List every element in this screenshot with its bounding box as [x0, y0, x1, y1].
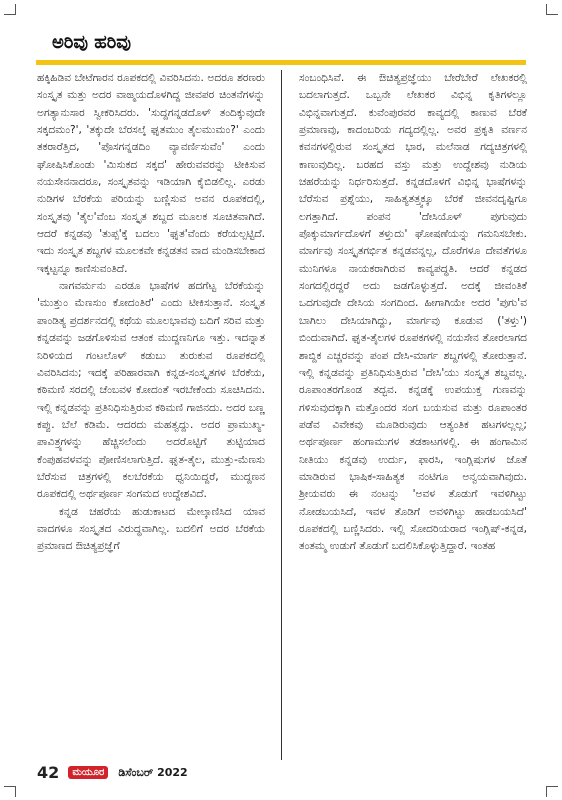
crop-mark-top-right-h — [546, 14, 558, 15]
magazine-logo: ಮಯೂರ — [68, 766, 108, 779]
paragraph: ಕನ್ನಡ ಚಹರೆಯ ಹುಡುಕಾಟದ ಮೇಲ್ಕಾಣಿಸಿದ ಯಾವ ವಾದಗಳೂ ಸಂಸ್ಕೃತದ ವಿರುದ್ಧವಾಗಿಲ್ಲ. ಬದಲಿಗೆ ಅದರ ಬೆರಕೆಯ ಪ್ರಮಾಣದ ಔಚಿತ್ಯಪ್ರಜ್ಞೆಗೆ — [37, 505, 265, 553]
page-footer — [37, 762, 188, 782]
crop-mark-top-right-v — [546, 4, 547, 14]
column-divider — [281, 70, 282, 760]
page-number: 42 — [37, 763, 60, 782]
crop-mark-top-left-h — [4, 14, 16, 15]
paragraph: ನಾಗವರ್ಮನು ಎರಡೂ ಭಾಷೆಗಳ ಹದಗೆಟ್ಟ ಬೆರಕೆಯನ್ನು 'ಮುತ್ತುಂ ಮೆಣಸುಂ ಕೋದಂತಿರೆ' ಎಂದು ಟೀಕಿಸುತ್ತಾನೆ. ಸಂಸ್ಕೃತ ಪಾಂಡಿತ್ಯ ಪ್ರದರ್ಶನದಲ್ಲಿ ಕಥೆಯ ಮೂಲಭಾವವು ಬದಿಗೆ ಸರಿವ ಮತ್ತು ಕನ್ನಡವನ್ನು ಜಡಗೊಳಿಸುವ ಆತಂಕ ಮುದ್ದಣನಿಗೂ ಇತ್ತು. ಇದನ್ನಾತ ನಿರಿಳಿಯದ ಗಂಟಲೊಳ್ ಕಡುಬು ತುರುಕುವ ರೂಪಕದಲ್ಲಿ ವಿವರಿಸಿದನು; ಇದಕ್ಕೆ ಪರಿಹಾರವಾಗಿ ಕನ್ನಡ-ಸಂಸ್ಕೃತಗಳ ಬೆರಕೆಯ, ಕಠಿಮಣಿ ಸರದಲ್ಲಿ ಚೆಂಬವಳ ಕೋದಂತೆ ಇರಬೇಕೆಂದು ಸೂಚಿಸಿದನು. ಇಲ್ಲಿ ಕನ್ನಡವನ್ನು ಪ್ರತಿನಿಧಿಸುತ್ತಿರುವ ಕಠಿಮಣಿ ಗಾಜಿನದು. ಅದರ ಬಣ್ಣ ಕಪ್ಪು. ಬೆಲೆ ಕಡಿಮೆ. ಆದರದು ಮಹತ್ವದ್ದು. ಅದರ ಪ್ರಾಮುಖ್ಯ-ಪಾವಿತ್ರ್ಯಗಳನ್ನು ಹೆಚ್ಚಿಸಲೆಂದು ಅದರೊಟ್ಟಿಗೆ ತುಟ್ಟಿಯಾದ ಕೆಂಪುಹವಳವನ್ನು ಪೋಣಿಸಲಾಗುತ್ತಿದೆ. ಘೃತ-ತೈಲ, ಮುತ್ತು-ಮೆಣಸು ಬೆರೆಸುವ ಚಿತ್ರಗಳಲ್ಲಿ ಕಲಬೆರಕೆಯ ಧ್ವನಿಯಿದ್ದರೆ, ಮುದ್ದಣನ ರೂಪಕದಲ್ಲಿ ಅರ್ಥಪೂರ್ಣ ಸಂಗಮದ ಉದ್ದೇಶವಿದೆ. — [37, 280, 265, 501]
section-header — [36, 30, 526, 62]
section-title: ಅರಿವು ಹರಿವು — [52, 32, 131, 53]
crop-mark-bottom-right-h — [546, 786, 558, 787]
crop-mark-bottom-left-v — [15, 787, 16, 797]
crop-mark-bottom-right-v — [546, 787, 547, 797]
paragraph: ಹಕ್ಕಿಹಿಡಿವ ಬೇಟೆಗಾರನ ರೂಪಕದಲ್ಲಿ ವಿವರಿಸಿದನು. ಅದರೂ ಶರಣರು ಸಂಸ್ಕೃತ ಮತ್ತು ಅದರ ವಾಙ್ಮಯದೊಳಗಿದ್ದ ಜೀವಪರ ಚಿಂತನೆಗಳನ್ನು ಅಗತ್ಯಾನುಸಾರ ಸ್ವೀಕರಿಸಿದರು. 'ಸುದ್ದಗನ್ನಡದೊಳ್ ತಂದಿಕ್ಕುವುದೇ ಸಕ್ಕದಮಂ?', 'ತಕ್ಕುದೇ ಬೆರಸಲ್ಕೆ ಘೃತಮುಂ ತೈಲಮುಮಂ?' ಎಂದು ತಕರಾರೆತ್ತಿದ, 'ಪೊಸಗನ್ನಡದಿಂ ವ್ಯಾವರ್ಣಿಸುವೆಂ' ಎಂದು ಘೋಷಿಸಿಕೊಂಡು 'ಮಿಸುಕದ ಸಕ್ಕದ' ಹೇರುವವರನ್ನು ಟೀಕಿಸುವ ನಯಸೇನನಾದರೂ, ಸಂಸ್ಕೃತವನ್ನು ಇಡಿಯಾಗಿ ಕೈಬಿಡಲಿಲ್ಲ. ಎರಡು ನುಡಿಗಳ ಬೆರಕೆಯ ಪರಿಯನ್ನು ಬಣ್ಣಿಸುವ ಅವನ ರೂಪಕದಲ್ಲಿ, ಸಂಸ್ಕೃತವು 'ತೈಲ'ವೆಂಬ ಸಂಸ್ಕೃತ ಶಬ್ದದ ಮೂಲಕ ಸೂಚಿತವಾಗಿದೆ. ಆದರೆ ಕನ್ನಡವು 'ತುಪ್ಪ'ಕ್ಕೆ ಬದಲು 'ಘೃತ'ವೆಂದು ಕರೆಯಲ್ಪಟ್ಟಿದೆ. ಇದು ಸಂಸ್ಕೃತ ಶಬ್ದಗಳ ಮೂಲಕವೇ ಕನ್ನಡತನ ವಾದ ಮಂಡಿಸಬೇಕಾದ ಇಕ್ಕಟ್ಟನ್ನೂ ಕಾಣಿಸುವಂತಿದೆ. — [37, 72, 265, 275]
article-column-left — [37, 70, 265, 556]
crop-mark-top-left-v — [15, 4, 16, 14]
issue-date: ಡಿಸೆಂಬರ್ 2022 — [118, 765, 188, 779]
paragraph: ಸಂಬಂಧಿಸಿವೆ. ಈ ಔಚಿತ್ಯಪ್ರಜ್ಞೆಯು ಬೇರೆಬೇರೆ ಲೇಖಕರಲ್ಲಿ ಬದಲಾಗುತ್ತದೆ. ಒಬ್ಬನೇ ಲೇಖಕರ ವಿಭಿನ್ನ ಕೃತಿಗಳಲ್ಲೂ ವಿಭಿನ್ನವಾಗುತ್ತದೆ. ಕುವೆಂಪುರವರ ಕಾವ್ಯದಲ್ಲಿ ಕಾಣುವ ಬೆರಕೆ ಪ್ರಮಾಣವು, ಕಾದಂಬರಿಯ ಗದ್ಯದಲ್ಲಿಲ್ಲ. ಅವರ ಪ್ರಕೃತಿ ವರ್ಣನ ಕವನಗಳಲ್ಲಿರುವ ಸಂಸ್ಕೃತದ ಭಾರ, ಮಲೆನಾಡ ಗದ್ಯಚಿತ್ರಗಳಲ್ಲಿ ಕಾಣುವುದಿಲ್ಲ. ಬರಹದ ವಸ್ತು ಮತ್ತು ಉದ್ದೇಶವು ನುಡಿಯ ಚಹರೆಯನ್ನು ನಿರ್ಧರಿಸುತ್ತದೆ. ಕನ್ನಡದೊಳಗೆ ವಿಭಿನ್ನ ಭಾಷೆಗಳನ್ನು ಬೆರೆಸುವ ಪ್ರಶ್ನೆಯು, ಸಾಹಿತ್ಯತತ್ತ್ವಕ್ಕೂ ಬೆರಕೆ ಜೀವನದೃಷ್ಟಿಗೂ ಲಗತ್ತಾಗಿದೆ. ಪಂಪನ 'ದೇಸಿಯೊಳ್ ಪುಗುವುದು ಪೊಕ್ಕುಮಾರ್ಗದೊಳಗೆ ತಳ್ತುದು' ಘೋಷಣೆಯನ್ನು ಗಮನಿಸಬೇಕು. ಮಾರ್ಗವು ಸಂಸ್ಕೃತಗರ್ಭಿತ ಕನ್ನಡವನ್ನಲ್ಲ, ದೊರೆಗಳೂ ದೇವತೆಗಳೂ ಮುನಿಗಳೂ ನಾಯಕರಾಗಿರುವ ಕಾವ್ಯಪದ್ಧತಿ. ಆದರೆ ಕನ್ನಡದ ಸಂಗದಲ್ಲಿರದ್ದರೆ ಅದು ಜಡಗೊಳ್ಳುತ್ತದೆ. ಅದಕ್ಕೆ ಜೀವಂತಿಕೆ ಒದಗುವುದೇ ದೇಸಿಯ ಸಂಗದಿಂದ. ಹೀಗಾಗಿಯೇ ಅದರ 'ಪುಗು'ವ ಬಾಗಿಲು ದೇಸಿಯಾಗಿದ್ದು, ಮಾರ್ಗವು ಕೂಡುವ ('ತಳ್ತು') ಬಿಂದುವಾಗಿದೆ. ಘೃತ-ತೈಲಗಳ ರೂಪಕಗಳಲ್ಲಿ ನಯಸೇನ ತೋರಲಾಗದ ಶಾಬ್ದಿಕ ಎಚ್ಚರವನ್ನು ಪಂಪ ದೇಸಿ-ಮಾರ್ಗ ಶಬ್ದಗಳಲ್ಲಿ ತೋರುತ್ತಾನೆ. ಇಲ್ಲಿ ಕನ್ನಡವನ್ನು ಪ್ರತಿನಿಧಿಸುತ್ತಿರುವ 'ದೇಸಿ'ಯು ಸಂಸ್ಕೃತ ಶಬ್ದವಲ್ಲ. ರೂಪಾಂತರಗೊಂಡ ತದ್ಭವ. ಕನ್ನಡಕ್ಕೆ ಉಪಯುಕ್ತ ಗುಣವನ್ನು ಗಳಿಸುವುದಕ್ಕಾಗಿ ಮತ್ತೊಂದರ ಸಂಗ ಬಯಸುವ ಮತ್ತು ರೂಪಾಂತರ ಪಡೆವ ವಿವೇಕವು ಮೂಡಿರುವುದು ಆತ್ಯಂತಿಕ ಹಟಗಳಲ್ಲಲ್ಲ; ಅರ್ಥಪೂರ್ಣ ಹಂಗಾಮುಗಳ ತಡಕಾಟಗಳಲ್ಲಿ. ಈ ಹಂಗಾಮಿನ ನೀತಿಯು ಕನ್ನಡವು ಉರ್ದು, ಫಾರಸಿ, ಇಂಗ್ಲಿಷುಗಳ ಜೊತೆ ಮಾಡಿರುವ ಭಾಷಿಕ-ಸಾಹಿತ್ಯಕ ನಂಟಿಗೂ ಅನ್ವಯವಾಗಿವುದು. ಶ್ರೀಯವರು ಈ ನಂಟನ್ನು 'ಅವಳ ತೊಡುಗೆ ಇವಳಿಗಿಟ್ಟು ನೋಡಬಯಸಿದೆ, ಇವಳ ತೊಡಿಗೆ ಅವಳಿಗಿಟ್ಟು ಹಾಡಬಯಸಿದೆ' ರೂಪಕದಲ್ಲಿ ಬಣ್ಣಿಸಿದರು. ಇಲ್ಲಿ ಸೋದರಿಯರಾದ ಇಂಗ್ಲಿಷ್-ಕನ್ನಡ, ತಂತಮ್ಮ ಉಡುಗೆ ತೊಡುಗೆ ಬದಲಿಸಿಕೊಳ್ಳುತ್ತಿದ್ದಾರೆ. ಇಂತಹ — [299, 72, 527, 553]
article-column-right — [299, 70, 527, 556]
header-accent-bar — [36, 60, 526, 65]
